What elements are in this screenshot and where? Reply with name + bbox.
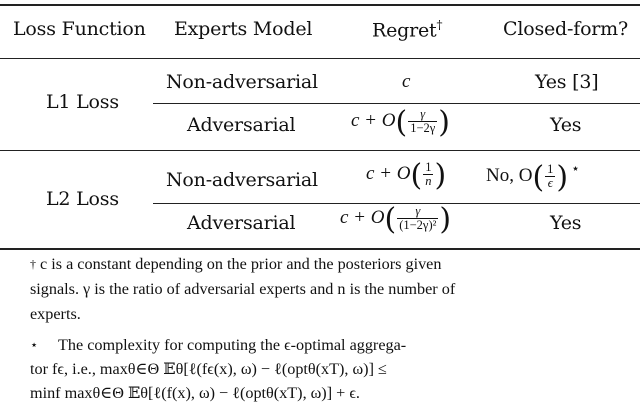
row-regret bbox=[340, 202, 452, 237]
header-loss-function: Loss Function bbox=[13, 18, 146, 40]
footnote-line: c is a constant depending on the prior and the posteriors given bbox=[40, 255, 442, 273]
regret-expression: c + O bbox=[351, 110, 396, 131]
row-regret bbox=[351, 105, 450, 140]
footnote-line: signals. γ is the ratio of adversarial experts and n is the number of bbox=[30, 280, 456, 298]
table-bottom-rule bbox=[0, 248, 640, 250]
paren-open: ( bbox=[395, 105, 408, 140]
regret-expression: c + O bbox=[366, 163, 411, 184]
row-closed-form: Yes bbox=[550, 114, 582, 136]
fraction-denominator: (1−2γ)² bbox=[399, 218, 437, 233]
footnote-line: The complexity for computing the ϵ-optimal aggrega- bbox=[58, 336, 407, 354]
fraction-numerator: 1 bbox=[425, 160, 432, 175]
footnote-dagger bbox=[0, 252, 640, 332]
row-model: Non-adversarial bbox=[166, 71, 318, 93]
row-model: Adversarial bbox=[187, 212, 296, 234]
fraction-denominator: 1−2γ bbox=[410, 121, 436, 136]
closed-form-prefix: No, O bbox=[486, 165, 533, 186]
footnote-line: minf maxθ∈Θ 𝔼θ[ℓ(f(x), ω) − ℓ(optθ(xT), ω)] + ϵ. bbox=[30, 384, 360, 402]
group-loss-label: L2 Loss bbox=[46, 188, 119, 210]
regret-fraction bbox=[397, 205, 438, 232]
row-closed-form: Yes bbox=[550, 212, 582, 234]
group-l2-mid-rule bbox=[153, 203, 640, 204]
paren-open: ( bbox=[532, 160, 545, 195]
header-experts-model: Experts Model bbox=[174, 18, 313, 40]
row-model: Adversarial bbox=[187, 114, 296, 136]
paren-open: ( bbox=[384, 202, 397, 237]
regret-fraction bbox=[423, 161, 433, 188]
footnote-body bbox=[30, 333, 632, 411]
footnote-star bbox=[0, 333, 640, 411]
row-regret bbox=[366, 158, 447, 193]
closed-form-star: ⋆ bbox=[571, 162, 580, 177]
footnote-body bbox=[30, 252, 630, 332]
paren-close: ) bbox=[438, 105, 450, 140]
row-closed-form bbox=[486, 161, 580, 193]
paren-close: ) bbox=[434, 158, 447, 193]
fraction-numerator: γ bbox=[420, 107, 426, 122]
group-loss-label: L1 Loss bbox=[46, 91, 119, 113]
header-closed-form: Closed-form? bbox=[503, 18, 628, 40]
footnote-mark: ⋆ bbox=[30, 337, 39, 352]
regret-fraction bbox=[408, 108, 437, 135]
group-l1-mid-rule bbox=[153, 103, 640, 104]
closed-form-fraction bbox=[545, 163, 555, 190]
paren-close: ) bbox=[556, 160, 569, 195]
regret-expression: c + O bbox=[340, 207, 385, 228]
table-top-rule bbox=[0, 4, 640, 6]
fraction-denominator: ϵ bbox=[545, 176, 555, 190]
paren-close: ) bbox=[439, 202, 452, 237]
header-regret-mark: † bbox=[436, 18, 443, 32]
fraction-denominator: n bbox=[425, 174, 432, 189]
header-regret-label: Regret bbox=[372, 19, 437, 42]
footnote-line: tor fϵ, i.e., maxθ∈Θ 𝔼θ[ℓ(fϵ(x), ω) − ℓ(optθ(xT), ω)] ≤ bbox=[30, 360, 387, 378]
footnote-line: experts. bbox=[30, 305, 81, 323]
fraction-numerator: 1 bbox=[547, 162, 554, 177]
row-closed-form: Yes [3] bbox=[535, 71, 599, 93]
header-rule bbox=[0, 58, 640, 59]
header-regret bbox=[372, 18, 442, 41]
footnote-mark: † bbox=[30, 257, 36, 271]
fraction-numerator: γ bbox=[415, 204, 421, 219]
paren-open: ( bbox=[410, 158, 423, 193]
row-model: Non-adversarial bbox=[166, 169, 318, 191]
group-rule bbox=[0, 150, 640, 151]
row-regret: c bbox=[402, 71, 411, 92]
